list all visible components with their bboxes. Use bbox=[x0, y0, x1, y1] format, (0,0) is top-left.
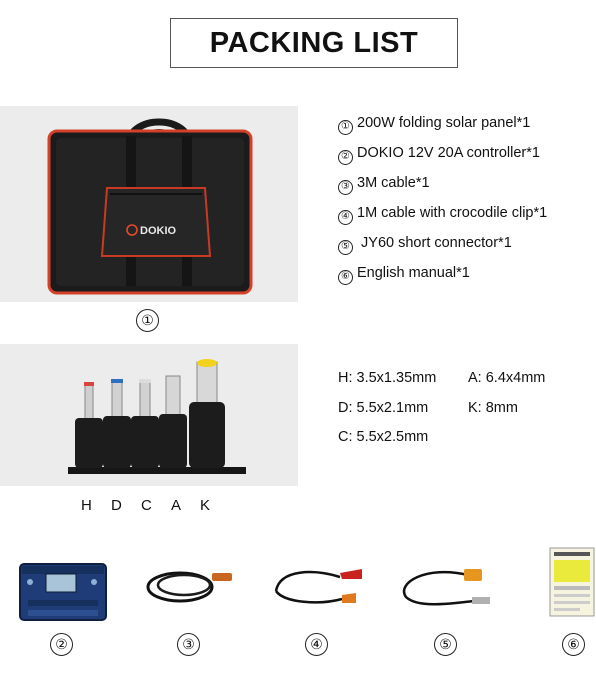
item-number: ① bbox=[338, 120, 353, 135]
connector-letter: H bbox=[81, 497, 92, 514]
item-text: 3M cable*1 bbox=[357, 175, 430, 191]
crocodile-clip-cable-icon bbox=[270, 563, 370, 613]
controller-marker: ② bbox=[50, 633, 73, 656]
list-item bbox=[338, 264, 547, 294]
item-text: DOKIO 12V 20A controller*1 bbox=[357, 145, 540, 161]
spec-k: K: 8mm bbox=[468, 400, 518, 416]
list-item bbox=[338, 204, 547, 234]
list-item bbox=[338, 114, 547, 144]
item-number: ⑤ bbox=[338, 240, 353, 255]
panel-item-marker: ① bbox=[136, 309, 159, 332]
item-text: JY60 short connector*1 bbox=[357, 235, 512, 251]
spec-c: C: 5.5x2.5mm bbox=[338, 429, 429, 445]
item-number: ④ bbox=[338, 210, 353, 225]
connector-letter: C bbox=[141, 497, 152, 514]
list-item bbox=[338, 174, 547, 204]
item-text: 1M cable with crocodile clip*1 bbox=[357, 205, 548, 221]
solar-panel-bag-icon bbox=[0, 106, 298, 302]
item-text: 200W folding solar panel*1 bbox=[357, 115, 531, 131]
charge-controller-icon bbox=[18, 560, 108, 624]
item-text: English manual*1 bbox=[357, 265, 470, 281]
dc-connector-set-icon bbox=[0, 344, 298, 486]
list-item bbox=[338, 234, 547, 264]
cable-marker: ③ bbox=[177, 633, 200, 656]
clip-cable-marker: ④ bbox=[305, 633, 328, 656]
list-item bbox=[338, 144, 547, 174]
item-number: ② bbox=[338, 150, 353, 165]
manual-booklet-icon bbox=[548, 546, 596, 618]
short-connector-marker: ⑤ bbox=[434, 633, 457, 656]
spec-h: H: 3.5x1.35mm bbox=[338, 370, 437, 386]
connector-letter: D bbox=[111, 497, 122, 514]
page-title: PACKING LIST bbox=[170, 18, 458, 68]
item-number: ③ bbox=[338, 180, 353, 195]
item-number: ⑥ bbox=[338, 270, 353, 285]
short-connector-cable-icon bbox=[396, 563, 496, 613]
panel-brand-logo: DOKIO bbox=[140, 225, 177, 237]
connector-letter: A bbox=[171, 497, 182, 514]
spec-d: D: 5.5x2.1mm bbox=[338, 400, 429, 416]
manual-marker: ⑥ bbox=[562, 633, 585, 656]
packing-list bbox=[338, 114, 547, 294]
spec-a: A: 6.4x4mm bbox=[468, 370, 546, 386]
cable-coil-icon bbox=[140, 563, 240, 613]
connector-letter: K bbox=[200, 497, 211, 514]
